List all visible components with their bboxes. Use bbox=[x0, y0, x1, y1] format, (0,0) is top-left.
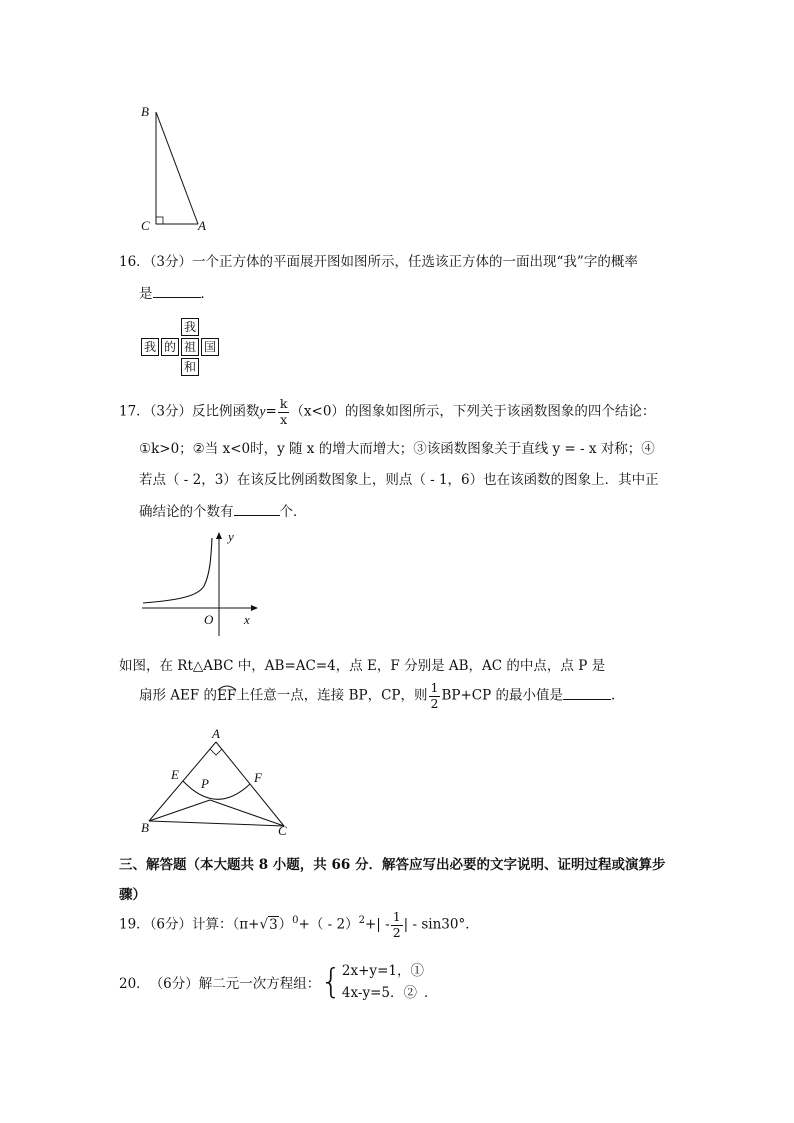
q19-exp2: 2 bbox=[358, 915, 365, 926]
fig18-label-c: C bbox=[278, 823, 287, 838]
q17-line4a: 确结论的个数有 bbox=[139, 504, 234, 520]
q16-answer-blank[interactable] bbox=[153, 283, 201, 298]
q16-score: （3分） bbox=[149, 254, 193, 270]
sector-figure bbox=[138, 724, 298, 839]
q19-fraction bbox=[391, 911, 403, 939]
q20-eq2: 4x-y=5．② bbox=[341, 985, 417, 1001]
q17-eq: = bbox=[265, 403, 277, 420]
q17-line3: 若点（ - 2，3）在该反比例函数图象上，则点（ - 1，6）也在该函数的图象上．其中正 bbox=[139, 472, 659, 488]
q17-line1 bbox=[119, 398, 655, 426]
graph-label-o: O bbox=[204, 612, 214, 627]
q20-score: （6分） bbox=[149, 976, 199, 992]
q20-number: 20． bbox=[119, 976, 150, 992]
q16-number: 16． bbox=[119, 254, 150, 270]
q16-text1: 一个正方体的平面展开图如图所示，任选该正方体的一面出现“我”字的概率 bbox=[192, 254, 638, 270]
q18-frac-den: 2 bbox=[430, 695, 439, 711]
q17-pre: 反比例函数 bbox=[192, 403, 260, 420]
triangle-svg bbox=[136, 100, 216, 236]
label-a: A bbox=[198, 218, 206, 233]
graph-label-x: x bbox=[244, 612, 250, 627]
q19-pre: 计算：（π+ bbox=[192, 916, 260, 933]
q17-answer-blank[interactable] bbox=[234, 501, 280, 516]
q19-post4: | - sin30°． bbox=[403, 916, 479, 933]
q18-arc bbox=[217, 687, 236, 705]
q18-answer-blank[interactable] bbox=[563, 685, 611, 700]
q20-line bbox=[119, 960, 437, 1004]
q17-line2: ①k>0；②当 x<0时，y 随 x 的增大而增大；③该函数图象关于直线 y = - x 对称；④ bbox=[139, 441, 655, 457]
q17-line4 bbox=[139, 500, 307, 520]
q18-end: ． bbox=[611, 687, 625, 704]
q19-number: 19． bbox=[119, 916, 150, 933]
q17-y: y bbox=[259, 403, 266, 419]
q20-pre: 解二元一次方程组： bbox=[198, 976, 321, 992]
net-cell-top: 我 bbox=[181, 318, 199, 336]
q19-line bbox=[119, 911, 479, 939]
fig18-label-p: P bbox=[201, 776, 209, 791]
q18-line1: 如图，在 Rt△ABC 中，AB=AC=4，点 E，F 分别是 AB，AC 的中点，点 P 是 bbox=[119, 658, 606, 674]
hyperbola-graph bbox=[140, 528, 265, 638]
triangle-figure bbox=[136, 100, 216, 236]
fig18-label-e: E bbox=[171, 767, 179, 782]
q17-cond: （x<0） bbox=[290, 403, 345, 420]
q19-exp0: 0 bbox=[292, 915, 299, 926]
section3-heading-line2: 骤） bbox=[119, 887, 146, 903]
fig18-label-b: B bbox=[141, 820, 149, 835]
q20-system bbox=[342, 960, 424, 1004]
q17-post: 的图象如图所示，下列关于该函数图象的四个结论： bbox=[344, 403, 656, 420]
net-cell-2: 的 bbox=[161, 338, 179, 356]
q18-line2b: 上任意一点，连接 BP，CP，则 bbox=[236, 687, 428, 704]
q18-fraction bbox=[429, 682, 441, 710]
q19-post1: ） bbox=[278, 916, 293, 933]
q17-line4b: 个． bbox=[279, 504, 307, 520]
q17-score: （3分） bbox=[149, 403, 193, 420]
cube-net bbox=[141, 318, 221, 378]
q18-frac-num: 1 bbox=[430, 680, 439, 695]
q19-score: （6分） bbox=[149, 916, 193, 933]
q18-line2a: 扇形 AEF 的 bbox=[139, 687, 218, 704]
q19-frac-num: 1 bbox=[392, 909, 401, 924]
q18-arc-text: EF bbox=[217, 687, 237, 704]
q16-text2: 是 bbox=[139, 286, 153, 302]
label-c: C bbox=[141, 218, 150, 233]
label-b: B bbox=[141, 104, 149, 119]
net-cell-bottom: 和 bbox=[181, 358, 199, 376]
graph-label-y: y bbox=[228, 529, 234, 544]
q19-post3: +| - bbox=[364, 916, 390, 933]
q17-frac-num: k bbox=[279, 396, 288, 411]
net-cell-1: 我 bbox=[141, 338, 159, 356]
fig18-label-f: F bbox=[254, 770, 262, 785]
q19-frac-den: 2 bbox=[392, 924, 401, 940]
arc-hat-icon bbox=[217, 678, 236, 686]
q17-fraction bbox=[278, 398, 290, 426]
q18-line2 bbox=[139, 682, 625, 710]
q19-sqrt: 3 bbox=[269, 916, 278, 933]
q17-number: 17． bbox=[119, 403, 150, 420]
q16-line1 bbox=[119, 250, 638, 270]
q20-end: ． bbox=[423, 985, 438, 1001]
q16-line2 bbox=[139, 282, 214, 302]
q18-line2c: BP+CP 的最小值是 bbox=[441, 687, 563, 704]
fig18-label-a: A bbox=[212, 726, 220, 741]
brace-icon: { bbox=[320, 962, 342, 1002]
sqrt-icon: √ bbox=[259, 916, 269, 933]
q16-end: ． bbox=[200, 286, 214, 302]
net-cell-4: 国 bbox=[201, 338, 219, 356]
q20-eq1: 2x+y=1，① bbox=[341, 963, 424, 979]
q19-post2: +（ - 2） bbox=[298, 916, 359, 933]
net-cell-3: 祖 bbox=[181, 338, 199, 356]
q17-frac-den: x bbox=[280, 411, 288, 427]
section3-heading-line1: 三、解答题（本大题共 8 小题，共 66 分．解答应写出必要的文字说明、证明过程或演算步 bbox=[119, 857, 666, 873]
